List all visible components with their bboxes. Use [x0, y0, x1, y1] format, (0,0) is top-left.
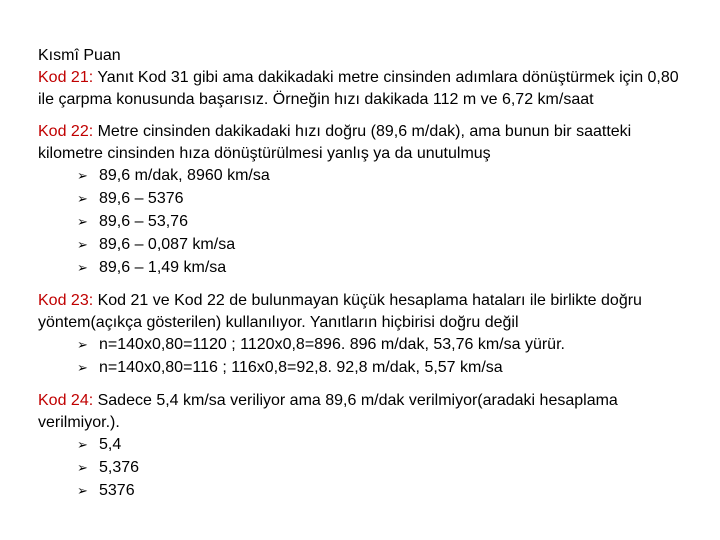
spacer — [38, 111, 698, 121]
list-item: ➢ 5376 — [77, 480, 698, 503]
list-item: ➢ 89,6 – 5376 — [77, 188, 698, 211]
bullet-list — [38, 334, 698, 380]
spacer — [38, 380, 698, 390]
section-text: Kod 21 ve Kod 22 de bulunmayan küçük hesaplama hataları ile birlikte doğru yöntem(açıkça gösterilen) kullanılıyor. Yanıtların hiçbirisi doğru değil — [38, 292, 642, 331]
arrow-bullet-icon: ➢ — [77, 361, 88, 376]
list-item: ➢ 89,6 – 53,76 — [77, 211, 698, 234]
arrow-bullet-icon: ➢ — [77, 215, 88, 230]
list-item: ➢ 89,6 – 1,49 km/sa — [77, 257, 698, 280]
list-item: ➢ 89,6 – 0,087 km/sa — [77, 234, 698, 257]
arrow-bullet-icon: ➢ — [77, 169, 88, 184]
section-text: Sadece 5,4 km/sa veriliyor ama 89,6 m/dak verilmiyor(aradaki hesaplama verilmiyor.). — [38, 392, 618, 431]
list-item: ➢ 5,376 — [77, 457, 698, 480]
section-text: Yanıt Kod 31 gibi ama dakikadaki metre cinsinden adımlara dönüştürmek için 0,80 ile çarpma konusunda başarısız. Örneğin hızı dakikada 112 m ve 6,72 km/saat — [38, 69, 679, 108]
arrow-bullet-icon: ➢ — [77, 261, 88, 276]
spacer — [38, 280, 698, 290]
slide-title: Kısmî Puan — [38, 47, 121, 64]
arrow-bullet-icon: ➢ — [77, 461, 88, 476]
section-kod-22 — [38, 121, 698, 165]
slide-content — [38, 45, 698, 503]
code-label: Kod 24: — [38, 392, 94, 409]
arrow-bullet-icon: ➢ — [77, 438, 88, 453]
bullet-list — [38, 434, 698, 503]
section-kod-23 — [38, 290, 698, 334]
section-text: Metre cinsinden dakikadaki hızı doğru (89,6 m/dak), ama bunun bir saatteki kilometre cinsinden hıza dönüştürülmesi yanlış ya da unutulmuş — [38, 123, 632, 162]
list-item: ➢ n=140x0,80=116 ; 116x0,8=92,8. 92,8 m/dak, 5,57 km/sa — [77, 357, 698, 380]
arrow-bullet-icon: ➢ — [77, 192, 88, 207]
code-label: Kod 22: — [38, 123, 94, 140]
arrow-bullet-icon: ➢ — [77, 338, 88, 353]
bullet-list — [38, 165, 698, 280]
list-item: ➢ 5,4 — [77, 434, 698, 457]
list-item: ➢ 89,6 m/dak, 8960 km/sa — [77, 165, 698, 188]
arrow-bullet-icon: ➢ — [77, 484, 88, 499]
code-label: Kod 23: — [38, 292, 94, 309]
section-kod-21 — [38, 67, 698, 111]
list-item: ➢ n=140x0,80=1120 ; 1120x0,8=896. 896 m/dak, 53,76 km/sa yürür. — [77, 334, 698, 357]
arrow-bullet-icon: ➢ — [77, 238, 88, 253]
code-label: Kod 21: — [38, 69, 94, 86]
section-kod-24 — [38, 390, 698, 434]
